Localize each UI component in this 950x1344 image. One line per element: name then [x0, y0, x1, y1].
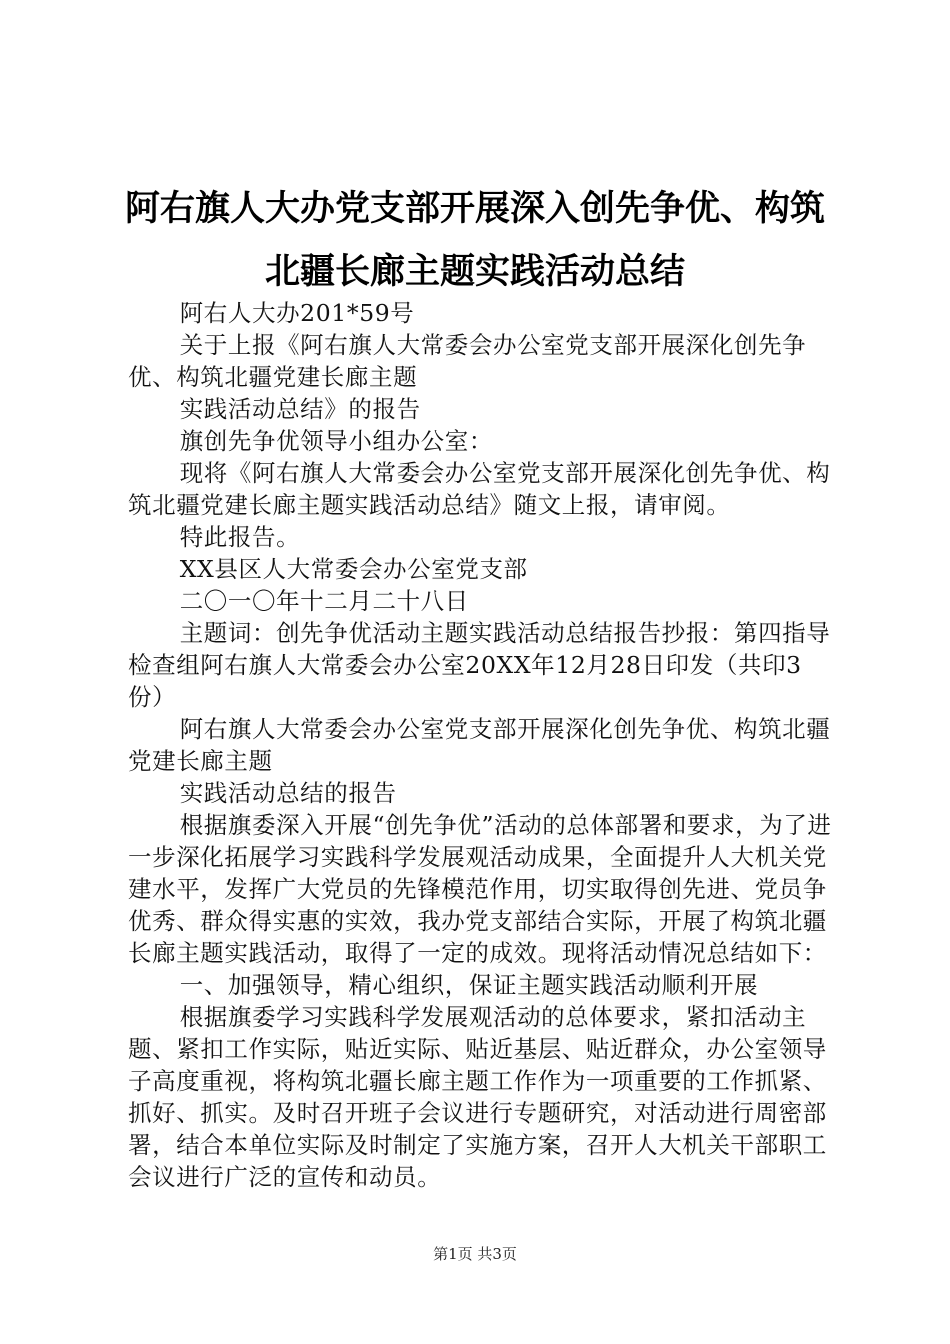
recipient: 旗创先争优领导小组办公室： [179, 427, 493, 455]
subject-keywords: 主题词：创先争优活动主题实践活动总结报告抄报：第四指导检查组阿右旗人大常委会办公室20XX年12月28日印发（共印3份） [128, 619, 831, 711]
report-subject-line-1: 关于上报《阿右旗人大常委会办公室党支部开展深化创先争优、构筑北疆党建长廊主题 [128, 331, 807, 391]
report-heading-line-2: 实践活动总结的报告 [179, 779, 397, 807]
document-body [128, 297, 838, 1193]
document-title-line-2: 北疆长廊主题实践活动总结 [264, 252, 685, 292]
submission-paragraph: 现将《阿右旗人大常委会办公室党支部开展深化创先争优、构筑北疆党建长廊主题实践活动总结》随文上报，请审阅。 [128, 459, 831, 519]
report-heading-line-1: 阿右旗人大常委会办公室党支部开展深化创先争优、构筑北疆党建长廊主题 [128, 715, 831, 775]
report-subject-line-2: 实践活动总结》的报告 [179, 395, 421, 423]
section-1-paragraph: 根据旗委学习实践科学发展观活动的总体要求，紧扣活动主题、紧扣工作实际，贴近实际、贴近基层、贴近群众，办公室领导子高度重视，将构筑北疆长廊主题工作作为一项重要的工作抓紧、抓好、抓实。及时召开班子会议进行专题研究，对活动进行周密部署，结合本单位实际及时制定了实施方案，召开人大机关干部职工会议进行广泛的宣传和动员。 [128, 1003, 827, 1191]
closing-phrase: 特此报告。 [179, 523, 301, 551]
issue-date: 二〇一〇年十二月二十八日 [179, 587, 469, 615]
issuing-organization: XX县区人大常委会办公室党支部 [179, 555, 528, 583]
section-heading-1: 一、加强领导，精心组织，保证主题实践活动顺利开展 [179, 971, 759, 999]
document-title-line-1: 阿右旗人大办党支部开展深入创先争优、构筑 [124, 189, 825, 229]
intro-paragraph: 根据旗委深入开展“创先争优”活动的总体部署和要求，为了进一步深化拓展学习实践科学发展观活动成果，全面提升人大机关党建水平，发挥广大党员的先锋模范作用，切实取得创先进、党员争优秀、群众得实惠的实效，我办党支部结合实际，开展了构筑北疆长廊主题实践活动，取得了一定的成效。现将活动情况总结如下： [128, 811, 832, 967]
document-number: 阿右人大办201*59号 [179, 299, 415, 327]
page-footer: 第1页 共3页 [433, 1245, 517, 1263]
